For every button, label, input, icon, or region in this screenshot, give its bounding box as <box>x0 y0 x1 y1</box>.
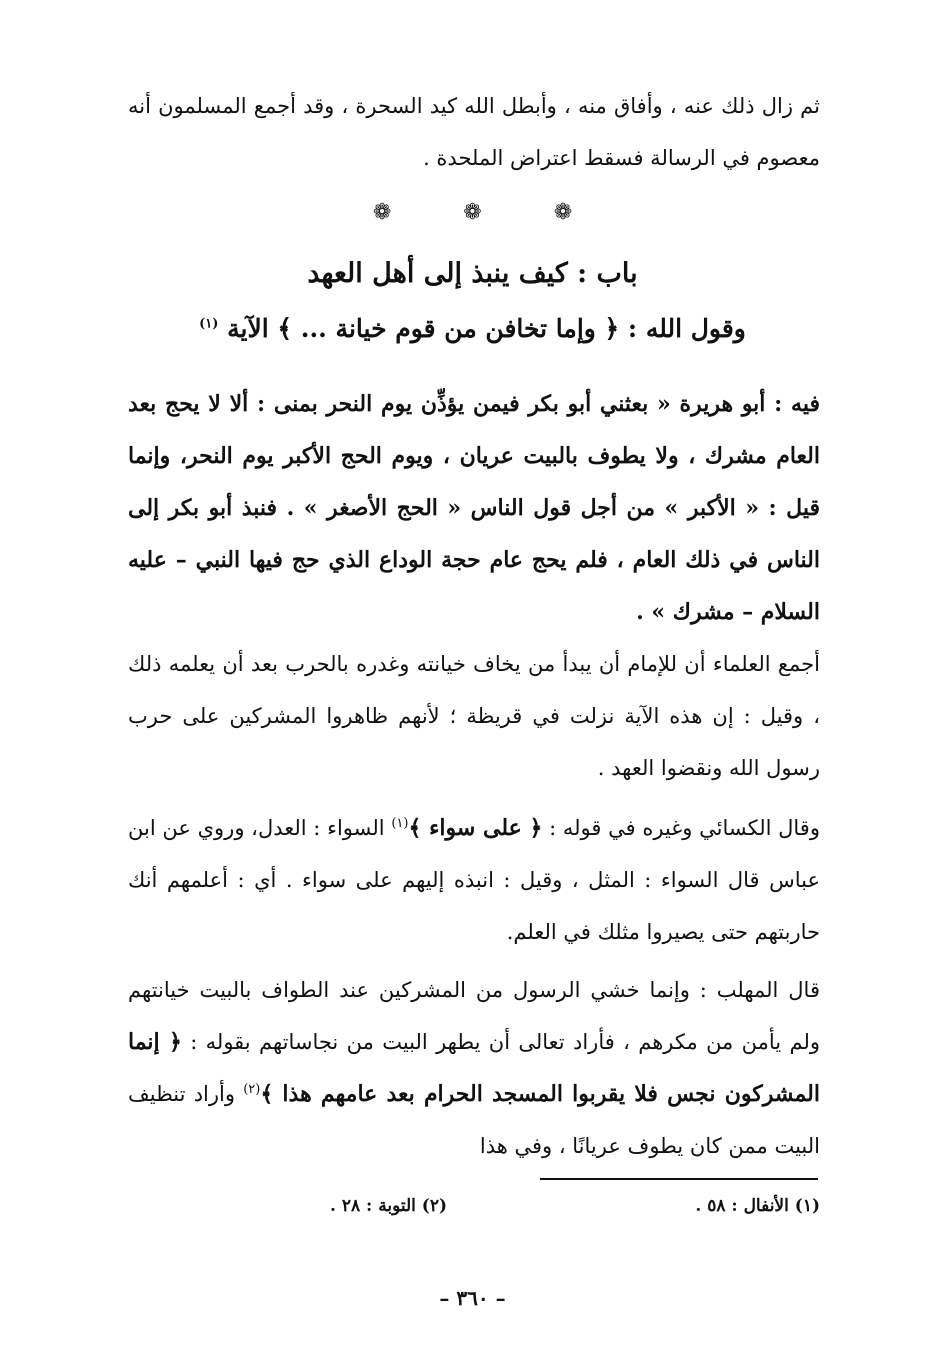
footnote-ref: (٢) <box>243 1082 261 1097</box>
footnote-ref: (١) <box>199 316 219 332</box>
chapter-subtitle-text: وقول الله : ﴿ وإما تخافن من قوم خيانة ... ﴾ الآية <box>227 314 746 343</box>
paragraph-3 <box>128 964 820 1172</box>
intro-paragraph <box>128 80 820 184</box>
separator-star-icon: ❁ <box>463 200 482 225</box>
paragraph-1 <box>128 638 820 794</box>
chapter-subtitle <box>0 314 945 343</box>
section-separator <box>0 200 945 225</box>
paragraph-3-part2: وأراد تنظيف البيت ممن كان يطوف عريانًا ، وفي هذا <box>128 1082 820 1158</box>
footnote-2: (٢) التوبة : ٢٨ . <box>330 1196 448 1216</box>
quran-quote: ﴿ إنما المشركون نجس فلا يقربوا المسجد الحرام بعد عامهم هذا ﴾ <box>128 1029 820 1107</box>
footnote-ref: (١) <box>391 816 409 831</box>
paragraph-2-text <box>128 802 820 958</box>
hadith-paragraph <box>128 378 820 638</box>
quran-quote: ﴿ على سواء ﴾ <box>408 815 543 841</box>
footnotes <box>330 1196 820 1216</box>
paragraph-3-text <box>128 964 820 1172</box>
page-number: – ٣٦٠ – <box>439 1286 506 1310</box>
footnote-1: (١) الأنفال : ٥٨ . <box>695 1196 820 1216</box>
footnote-divider <box>540 1178 818 1180</box>
paragraph-2-part1: وقال الكسائي وغيره في قوله : <box>542 816 820 840</box>
paragraph-3-part1: قال المهلب : وإنما خشي الرسول من المشركين عند الطواف بالبيت خيانتهم ولم يأمن من مكرهم ، فأراد تعالى أن يطهر البيت من نجاساتهم بقوله : <box>128 978 820 1054</box>
chapter-title: باب : كيف ينبذ إلى أهل العهد <box>307 258 638 289</box>
separator-star-icon: ❁ <box>553 200 573 225</box>
paragraph-2-part2: السواء : العدل، وروي عن ابن عباس قال السواء : المثل ، وقيل : انبذه إليهم على سواء . أي : أعلمهم أنك حاربتهم حتى يصيروا مثلك في العلم. <box>128 816 820 944</box>
paragraph-1-text: أجمع العلماء أن للإمام أن يبدأ من يخاف خيانته وغدره بالحرب بعد أن يعلمه ذلك ، وقيل : إن هذه الآية نزلت في قريظة ؛ لأنهم ظاهروا المشركين على حرب رسول الله ونقضوا العهد . <box>128 652 820 780</box>
hadith-text: فيه : أبو هريرة « بعثني أبو بكر فيمن يؤذِّن يوم النحر بمنى : ألا لا يحج بعد العام مشرك ، ولا يطوف بالبيت عريان ، ويوم الحج الأكبر يوم النحر، وإنما قيل : « الأكبر » من أجل قول الناس « الحج الأصغر » . فنبذ أبو بكر إلى الناس في ذلك العام ، فلم يحج عام حجة الوداع الذي حج فيها النبي – عليه السلام – مشرك » . <box>128 391 820 625</box>
intro-text: ثم زال ذلك عنه ، وأفاق منه ، وأبطل الله كيد السحرة ، وقد أجمع المسلمون أنه معصوم في الرسالة فسقط اعتراض الملحدة . <box>128 94 820 170</box>
separator-star-icon: ❁ <box>372 200 392 225</box>
paragraph-2 <box>128 802 820 958</box>
